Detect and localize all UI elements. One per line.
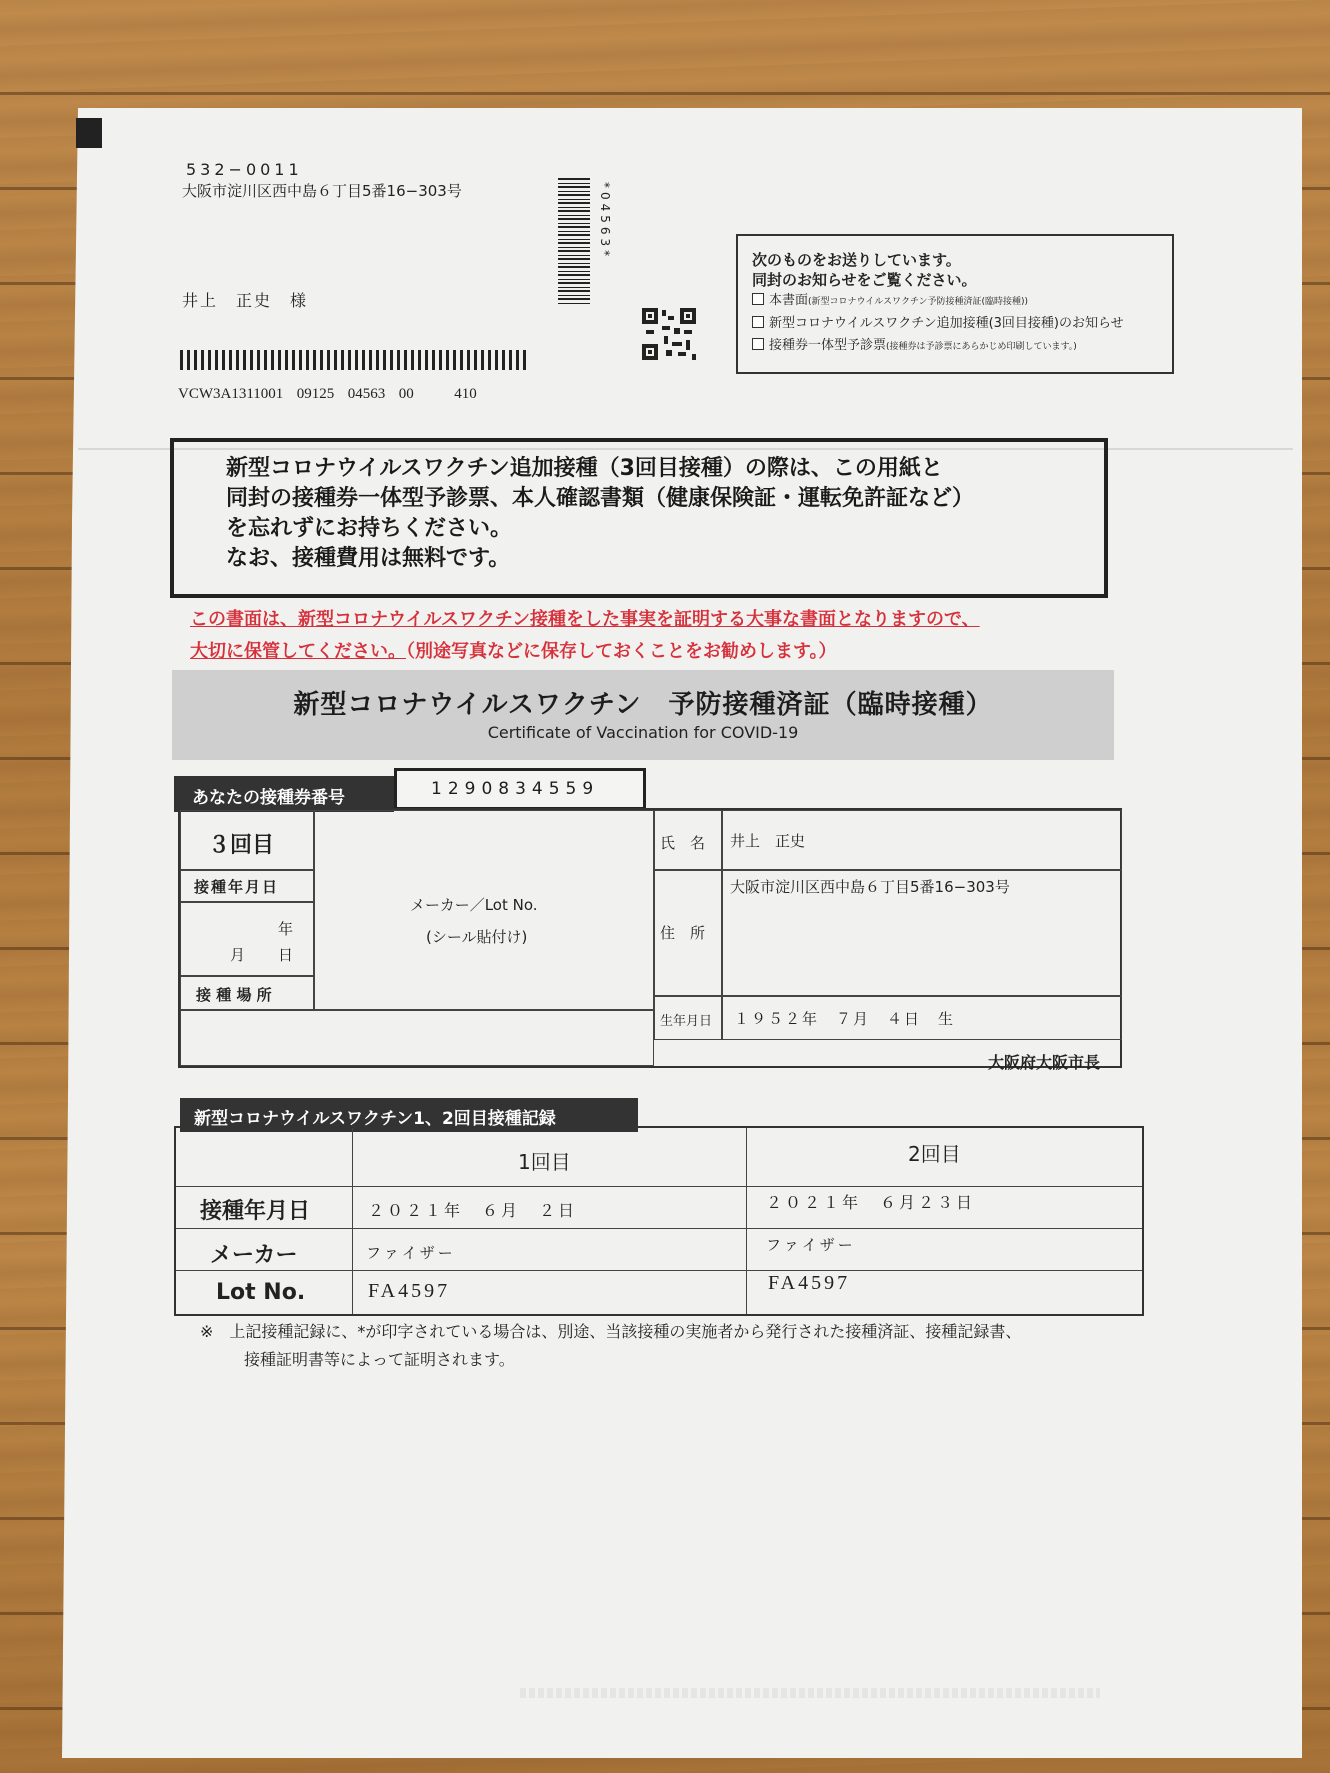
- certificate-title-en: Certificate of Vaccination for COVID-19: [487, 723, 799, 742]
- column-dose-1: 1回目: [518, 1150, 571, 1174]
- dose-label: ３回目: [208, 833, 275, 858]
- registration-mark: [76, 118, 102, 148]
- ticket-number-label: あなたの接種券番号: [174, 776, 394, 812]
- footnote-line-1: ※ 上記接種記録に、*が印字されている場合は、別途、当該接種の実施者から発行された接種済証、接種記録書、: [200, 1322, 1022, 1341]
- red-notice-line-1: この書面は、新型コロナウイルスワクチン接種をした事実を証明する大事な書面となりますので、: [190, 609, 980, 630]
- checkbox-icon: [752, 316, 764, 328]
- red-notice-rest: （別途写真などに保存しておくことをお勧めします。）: [406, 641, 837, 662]
- name-label: 氏 名: [660, 834, 706, 852]
- postal-code: 532−0011: [186, 160, 303, 179]
- barcode-number: *04563*: [598, 182, 612, 261]
- recipient-name: 井上 正史 様: [182, 291, 309, 310]
- footnote-line-2: 接種証明書等によって証明されます。: [244, 1350, 515, 1369]
- enclosure-list: [736, 234, 1174, 374]
- enclosure-heading-1: 次のものをお送りしています。: [752, 251, 961, 269]
- dob-label: 生年月日: [660, 1014, 713, 1029]
- address-value: 大阪市淀川区西中島６丁目5番16−303号: [730, 878, 1010, 896]
- day-label: 日: [278, 946, 294, 964]
- dose1-date: ２０２１年 ６月 ２日: [368, 1201, 578, 1220]
- ticket-number: 1290834559: [394, 768, 646, 810]
- maker-lot-label: メーカー／Lot No.: [410, 896, 538, 914]
- notice-line-3: を忘れずにお持ちください。: [226, 516, 513, 541]
- dose2-maker: ファイザー: [766, 1236, 856, 1254]
- row-label-maker: メーカー: [210, 1243, 298, 1268]
- certificate-header: [172, 670, 1114, 760]
- enclosure-item: 接種券一体型予診票(接種券は予診票にあらかじめ印刷しています。): [752, 335, 1158, 358]
- address-label: 住 所: [660, 924, 706, 942]
- checkbox-icon: [752, 293, 764, 305]
- enclosure-item: 新型コロナウイルスワクチン追加接種(3回目接種)のお知らせ: [752, 313, 1158, 335]
- important-notice: [190, 604, 1120, 668]
- row-label-lot: Lot No.: [216, 1280, 306, 1305]
- records-title: 新型コロナウイルスワクチン1、2回目接種記録: [180, 1098, 638, 1132]
- notice-box: [170, 438, 1108, 598]
- vertical-barcode: [558, 178, 590, 304]
- date-label: 接種年月日: [194, 878, 280, 896]
- enclosure-item: 本書面(新型コロナウイルスワクチン予防接種済証(臨時接種)): [752, 290, 1158, 313]
- certificate-title: 新型コロナウイルスワクチン 予防接種済証（臨時接種）: [293, 690, 993, 720]
- dob-value: １９５２年 ７月 ４日 生: [734, 1010, 956, 1028]
- certificate-table: [178, 808, 1122, 1068]
- enclosure-heading-2: 同封のお知らせをご覧ください。: [752, 271, 977, 289]
- notice-line-4: なお、接種費用は無料です。: [226, 546, 511, 571]
- records-table: [174, 1126, 1144, 1316]
- checkbox-icon: [752, 338, 764, 350]
- dose1-lot: FA4597: [368, 1280, 451, 1302]
- notice-line-2: 同封の接種券一体型予診票、本人確認書類（健康保険証・運転免許証など）: [226, 486, 975, 511]
- month-label: 月: [230, 946, 246, 964]
- qr-code-icon: [642, 308, 696, 360]
- dose2-date: ２０２１年 ６月２３日: [766, 1193, 976, 1212]
- issuer: 大阪府大阪市長: [988, 1053, 1101, 1072]
- mailing-address: 大阪市淀川区西中島６丁目5番16−303号: [182, 182, 462, 200]
- notice-line-1: 新型コロナウイルスワクチン追加接種（3回目接種）の際は、この用紙と: [226, 456, 943, 481]
- name-value: 井上 正史: [730, 832, 806, 850]
- customer-barcode: [180, 350, 528, 370]
- column-dose-2: 2回目: [908, 1142, 961, 1166]
- dose2-lot: FA4597: [768, 1272, 851, 1294]
- records-footnote: [200, 1318, 1144, 1374]
- row-label-date: 接種年月日: [200, 1199, 311, 1224]
- dose1-maker: ファイザー: [366, 1244, 456, 1262]
- sticker-label: (シール貼付け): [426, 928, 528, 946]
- year-label: 年: [278, 920, 294, 938]
- red-notice-underlined: 大切に保管してください。: [190, 641, 406, 662]
- show-through-print: [520, 1688, 1100, 1698]
- place-label: 接 種 場 所: [196, 986, 272, 1004]
- document-number: VCW3A1311001 09125 04563 00 410: [178, 386, 477, 402]
